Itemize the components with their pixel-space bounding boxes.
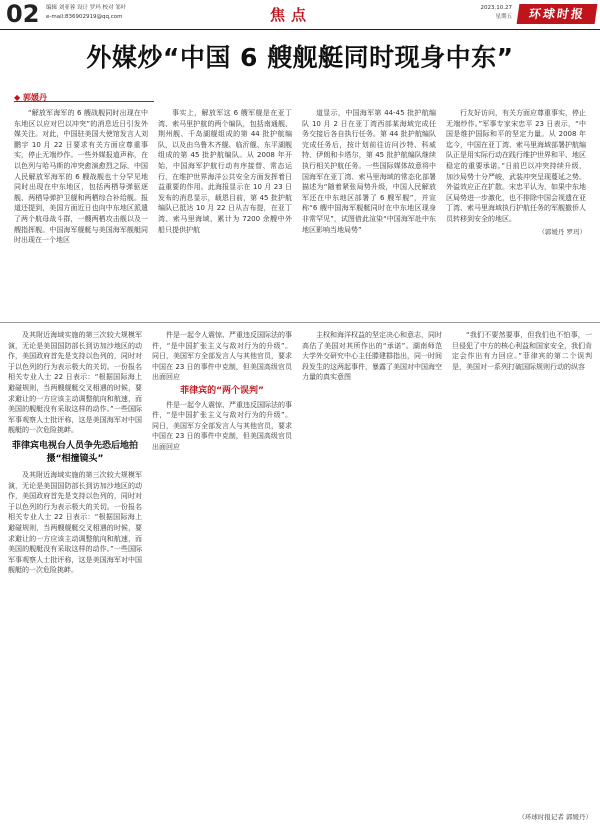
- byline-rule: [14, 101, 154, 102]
- article-paragraph: 事实上，解放军这 6 艘军舰是在亚丁湾、索马里护航的两个编队，包括南通舰、荆州舰、千岛湖舰组成的第 44 批护航编队，以及由乌鲁木齐舰、临沂舰、东平湖舰组成的第 45 批护航编队。从 2008 年开始，中国海军护航行动有序接替、常态运行，在维护世界海洋公共安全方面发挥着日益重要的作用。此海报显示在 10 月 23 日发布的消息显示，载恩目前，第 45 批护航编队已抵达 10 月 22 日从吉布提，在亚丁湾、索马里海域，累计为 7200 余艘中外船只提供护航: [158, 109, 292, 234]
- article-paragraph: 道显示，中国海军第 44-45 批护航编队 10 月 2 日在亚丁湾西部某海域完成任务交接后各自执行任务。第 44 批护航编队完成任务后，按计划前往访问沙特、科威特、伊朗和卡塔尔，第 45 批护航编队继续执行相关护航任务。一些国际媒体故意将中国海军在亚丁湾、索马里海域的常态化部署描述为“随着紧张局势升级，中国人民解放军还在中东地区部署了 6 艘军舰”，并宣称“6 艘中国海军舰艇同时在中东地区现身非常罕见”，试图借此渲染“中国海军赴中东地区影响当地局势”: [302, 109, 436, 234]
- article-column-4: [446, 108, 586, 318]
- article-column-3: [302, 108, 436, 318]
- newspaper-logo: 环球时报: [517, 4, 598, 24]
- issue-weekday: 星期五: [495, 14, 512, 20]
- masthead: [0, 0, 600, 30]
- article-paragraph: 件是一起令人震惊、严重违反国际法的事件，“是中国扩张主义与敌对行为的升级”。同日，美国军方全部发言人与其他官员，要求中国在 23 日的事件中克制，但美国高级官员出面回应: [152, 400, 292, 451]
- page-number: 02: [6, 0, 40, 28]
- article-paragraph: 件是一起令人震惊、严重违反国际法的事件，“是中国扩张主义与敌对行为的升级”。同日，美国军方全部发言人与其他官员，要求中国在 23 日的事件中克制，但美国高级官员出面回应: [152, 331, 292, 382]
- lower-column-1: [8, 330, 142, 822]
- author-icon: ◆: [14, 93, 21, 102]
- section-divider: [0, 322, 600, 323]
- lower-column-3: [302, 330, 442, 822]
- article-credit: （郭媛丹 罗玛）: [538, 227, 586, 236]
- article-paragraph: “我们不要然要事，但我们也不怕事，一旦侵犯了中方的核心利益和国家安全，我们肯定会作出有力回应。”菲律宾的第二个误判是，美国对一系列打破国际规则行动的纵容: [452, 331, 592, 371]
- issue-date: 2023.10.27: [480, 5, 512, 11]
- article-headline: 外媒炒“中国 6 艘舰艇同时现身中东”: [86, 43, 514, 72]
- article-column-1: [14, 108, 148, 318]
- email-line: e-mail:836902919@qq.com: [46, 14, 123, 20]
- article-paragraph: “解放军海军的 6 艘战舰同时出现在中东地区以应对巴以冲突”的消息近日引发外媒关注。对此，中国驻美国大使馆发言人刘鹏宇 10 月 22 日要求有关方面应尊重事实，停止无端炒作。一些外媒报道声称，在以色列与哈马斯的冲突愈演愈烈之际，中国人民解放军海军的 6 艘战舰也十分罕见地同时出现在中东地区，包括两栖导弹驱逐舰、两栖导弹护卫舰和两栖综合补给舰。报道还提到，美国方面近日也向中东地区派遣了两个航母战斗群，一艘两栖攻击舰以及一艘指挥舰。中国海军舰艇与美国海军舰艇同时出现在一个地区: [14, 109, 148, 245]
- page-meta: [46, 4, 126, 22]
- article-paragraph: 行友好访问，有关方面应尊重事实，停止无端炒作。”军事专家宋忠平 23 日表示，“中国是维护国际和平的坚定力量。从 2008 年迄今，中国在亚丁湾、索马里海域部署护航编队正是用实际行动在践行维护世界和平、地区稳定的重要承诺。”日前巴以冲突持续升级，加沙局势十分严峻，武装冲突呈现蔓延之势。外溢效应正在扩散。宋忠平认为，如果中东地区局势进一步激化，也不排除中国会视遗在亚丁湾、索马里海域执行护航任务的军舰撤侨人员转移到安全的地区。: [446, 109, 586, 223]
- sub-heading: 菲律宾电视台人员争先恐后地拍摄“相撞镜头”: [11, 440, 138, 464]
- article-paragraph: 及其附近海域实施的第三次较大规模军演，无论是美国国防部长到访加沙地区的动作，美国政府首先是支持以色列的，同时对于以色列的行为表示极大的关切。一份报名相关专业人士 22 日表示：“根据国际海上避碰规则，当两艘舰艇交叉相遇的时候，要求避让的一方应该主动调整航向和航速，而美国的舰艇没有采取这样的动作。”一些国际军事观察人士批评称，这是美国海军对中国舰艇的一次危险挑衅。: [8, 331, 142, 435]
- lower-column-4: [452, 330, 592, 810]
- article-paragraph: 主权和海洋权益的坚定决心和意志，同时高估了美国对其所作出的“承诺”。湖南师范大学外交研究中心主任滕建群指出，同一时间段发生的这两起事件，暴露了美国对中国海空力量的真实意图: [302, 331, 442, 382]
- author-name: 郭媛丹: [22, 93, 47, 102]
- lower-column-2: [152, 330, 292, 822]
- article-paragraph: 及其附近海域实施的第三次较大规模军演，无论是美国国防部长到访加沙地区的动作，美国政府首先是支持以色列的，同时对于以色列的行为表示极大的关切。一份报名相关专业人士 22 日表示：“根据国际海上避碰规则，当两艘舰艇交叉相遇的时候，要求避让的一方应该主动调整航向和航速，而美国的舰艇没有采取这样的动作。”一些国际军事观察人士批评称，这是美国海军对中国舰艇的一次危险挑衅。: [8, 470, 142, 575]
- editor-line: 编辑 刘亚蓉 设计 罗玛 校对 邹叶: [46, 5, 127, 11]
- article-column-2: [158, 108, 292, 318]
- date-block: [462, 4, 512, 22]
- sub-heading: 菲律宾的“两个误判”: [180, 385, 264, 396]
- article-credit-2: （环球时报记者 郭媛丹）: [518, 813, 592, 821]
- section-title: 焦点: [270, 6, 313, 24]
